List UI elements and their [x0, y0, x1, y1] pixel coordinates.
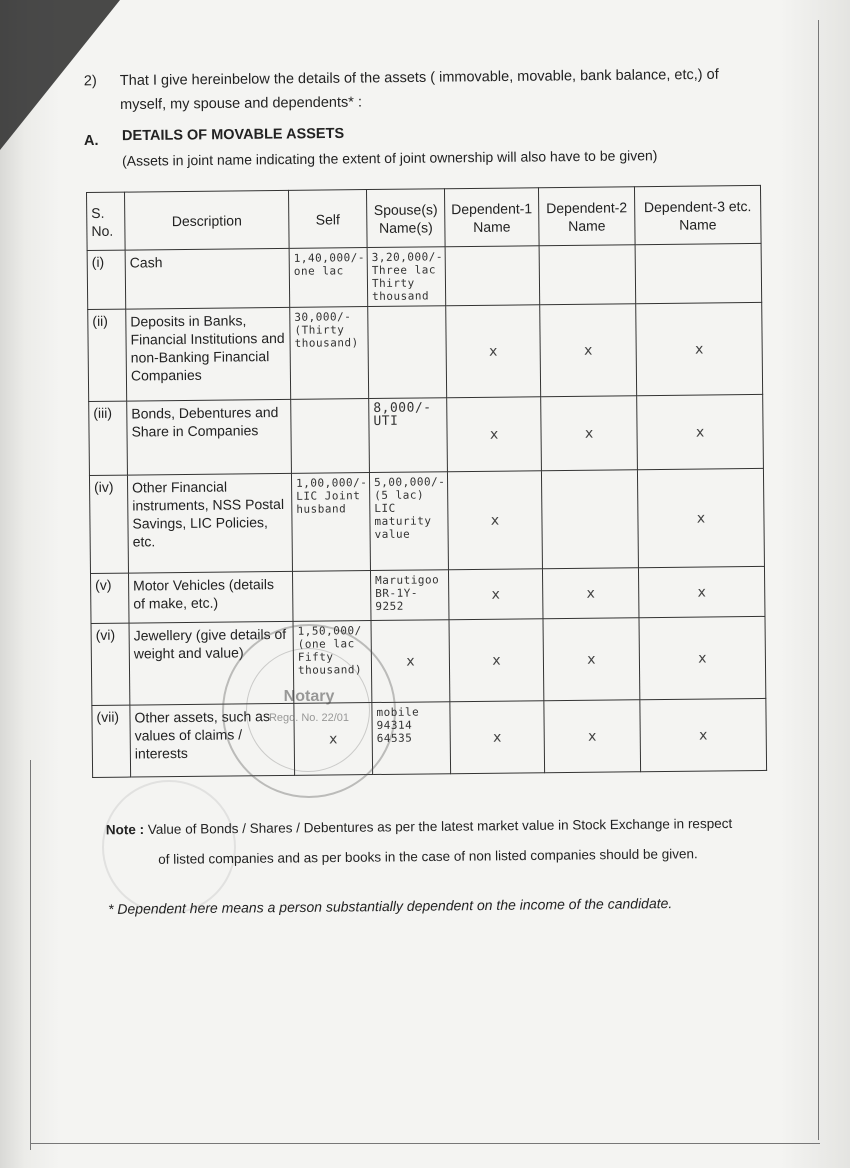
row-sno: (vii): [92, 705, 131, 777]
intro-text: That I give hereinbelow the details of the assets ( immovable, movable, bank balance, etc,) of myself, my spouse and dependents* :: [119, 66, 719, 114]
header-dependent-3: Dependent-3 etc. Name: [634, 185, 761, 244]
section-subtitle: (Assets in joint name indicating the extent of joint ownership will also have to be given): [121, 147, 658, 169]
dependent-footnote: * Dependent here means a person substantially dependent on the income of the candidate.: [107, 895, 673, 917]
header-dependent-1: Dependent-1 Name: [444, 188, 539, 247]
row-sno: (i): [87, 250, 126, 309]
notary-stamp: [222, 624, 396, 798]
row-spouse-value: 3,20,000/- Three lac Thirty thousand: [367, 247, 446, 307]
row-spouse-value: x: [406, 653, 415, 670]
row-sno: (v): [90, 573, 129, 623]
table-row: [90, 566, 764, 623]
header-spouse: Spouse(s) Name(s): [366, 189, 445, 248]
table-row: [89, 394, 764, 475]
bottom-edge-line: [30, 1143, 820, 1144]
table-row: [92, 698, 767, 777]
row-dependent-1-value: [445, 246, 540, 306]
row-dependent-2-value: x: [587, 728, 597, 745]
row-dependent-1-value: x: [490, 512, 500, 529]
notary-stamp-inner-ring: [246, 648, 370, 772]
row-description: Other Financial instruments, NSS Postal Savings, LIC Policies, etc.: [127, 473, 292, 573]
left-edge-line: [30, 760, 31, 1150]
note-line-2: of listed companies and as per books in the case of non listed companies should be given.: [158, 846, 698, 867]
row-self-value: 1,50,000/ (one lac Fifty thousand): [293, 621, 372, 704]
row-description: Jewellery (give details of weight and value): [129, 621, 294, 705]
row-description: Motor Vehicles (details of make, etc.): [128, 571, 293, 623]
row-description: Bonds, Debentures and Share in Companies: [127, 399, 292, 475]
row-dependent-3-value: x: [698, 650, 707, 667]
table-header-row: [87, 185, 762, 250]
row-dependent-1-value: x: [489, 426, 499, 443]
row-dependent-3-value: x: [697, 584, 706, 601]
row-self-value: 30,000/- (Thirty thousand): [290, 307, 369, 400]
movable-assets-table-wrapper: [86, 185, 766, 778]
movable-assets-table: [86, 185, 767, 778]
row-dependent-2-value: x: [587, 651, 596, 668]
row-dependent-2-value: x: [584, 425, 594, 442]
header-sno: S. No.: [87, 192, 126, 250]
row-self-value: [292, 571, 371, 622]
row-dependent-1-value: x: [491, 586, 500, 603]
row-sno: (ii): [88, 309, 127, 401]
table-row: [89, 468, 764, 573]
row-description: Deposits in Banks, Financial Institutions and non-Banking Financial Companies: [126, 307, 291, 401]
row-description: Cash: [125, 248, 290, 309]
row-spouse-value: 8,000/- UTI: [369, 398, 448, 473]
row-dependent-1-value: x: [492, 729, 502, 746]
row-description: Other assets, such as values of claims / interests: [130, 703, 295, 777]
section-letter: A.: [84, 133, 99, 149]
row-dependent-1-value: x: [492, 652, 501, 669]
row-self-value: x: [329, 731, 338, 748]
row-spouse-value: mobile 94314 64535: [372, 702, 451, 775]
row-dependent-3-value: [635, 243, 762, 303]
row-dependent-2-value: x: [583, 342, 593, 359]
header-dependent-2: Dependent-2 Name: [538, 187, 635, 246]
note-paragraph: [106, 809, 757, 876]
row-dependent-2-value: x: [586, 585, 595, 602]
row-self-value: [291, 399, 370, 474]
intro-paragraph: [83, 63, 728, 118]
row-spouse-value: Marutigoo BR-1Y-9252: [370, 570, 449, 621]
header-self: Self: [288, 190, 367, 249]
row-dependent-3-value: x: [695, 424, 705, 441]
row-sno: (iii): [89, 401, 128, 475]
row-sno: (iv): [89, 475, 128, 573]
row-dependent-3-value: x: [694, 341, 704, 358]
table-row: [91, 616, 766, 705]
header-description: Description: [125, 190, 290, 250]
notary-stamp-number: Regd. No. 22/01: [268, 712, 350, 724]
row-dependent-3-value: x: [696, 510, 706, 527]
row-sno: (vi): [91, 623, 130, 705]
right-edge-line: [818, 20, 819, 1140]
table-row: [87, 243, 762, 309]
row-spouse-value: [368, 306, 447, 399]
notary-stamp-title: Notary: [283, 688, 335, 705]
row-self-value: 1,00,000/- LIC Joint husband: [291, 473, 370, 572]
note-line-1: Value of Bonds / Shares / Debentures as per the latest market value in Stock Exchange in respect: [147, 815, 733, 837]
intro-number: 2): [83, 73, 97, 90]
row-spouse-value: 5,00,000/- (5 lac) LIC maturity value: [369, 472, 448, 571]
note-label: Note :: [105, 822, 145, 838]
row-dependent-3-value: x: [698, 727, 708, 744]
row-dependent-1-value: x: [488, 343, 498, 360]
row-dependent-2-value: [539, 245, 636, 305]
table-row: [88, 302, 763, 401]
section-title: DETAILS OF MOVABLE ASSETS: [121, 125, 345, 145]
row-self-value: 1,40,000/- one lac: [289, 248, 368, 308]
